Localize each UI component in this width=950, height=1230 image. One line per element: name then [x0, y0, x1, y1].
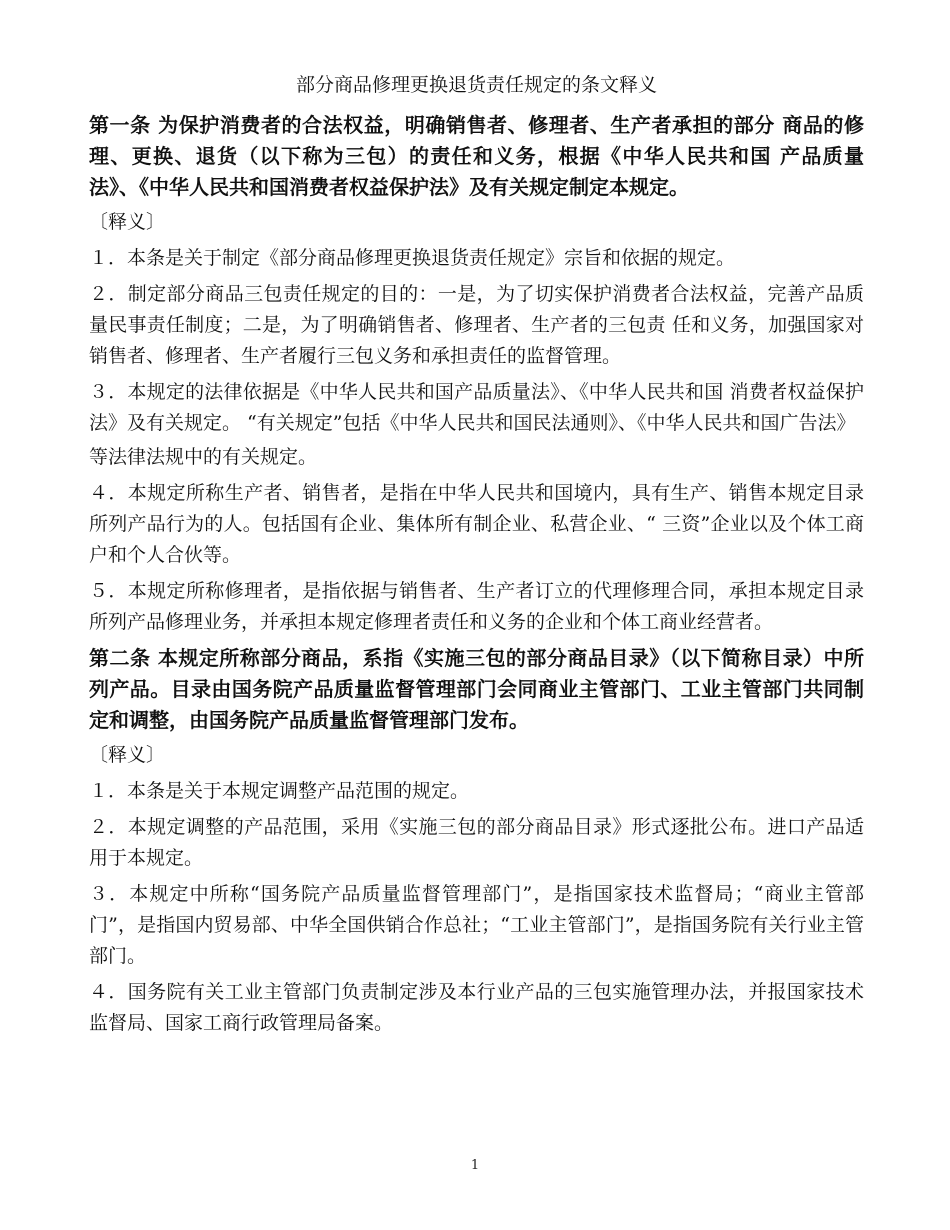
page-number: 1	[470, 1158, 480, 1173]
article-1-item-1: １．本条是关于制定《部分商品修理更换退货责任规定》宗旨和依据的规定。	[89, 247, 736, 269]
article-1-item-2: ２．制定部分商品三包责任规定的目的：一是，为了切实保护消费者合法权益，完善产品质量民事责任制度；二是，为了明确销售者、修理者、生产者的三包责 任和义务，加强国家对销售者、修理者、生产者履行三包义务和承担责任的监督管理。	[89, 283, 864, 367]
article-2-heading: 第二条 本规定所称部分商品，系指《实施三包的部分商品目录》（以下简称目录）中所列产品。目录由国务院产品质量监督管理部门会同商业主管部门、工业主管部门共同制定和调整，由国务院产品质量监督管理部门发布。	[89, 646, 864, 732]
article-1-heading: 第一条 为保护消费者的合法权益，明确销售者、修理者、生产者承担的部分 商品的修理、更换、退货（以下称为三包）的责任和义务，根据《中华人民共和国 产品质量法》、《中华人民共和国消费者权益保护法》及有关规定制定本规定。	[89, 113, 864, 199]
article-1-item-3-continuation: 等法律法规中的有关规定。	[89, 446, 318, 468]
article-1-item-4: ４．本规定所称生产者、销售者，是指在中华人民共和国境内，具有生产、销售本规定目录所列产品行为的人。包括国有企业、集体所有制企业、私营企业、“ 三资”企业以及个体工商户和个人合伙等。	[89, 482, 864, 566]
article-1-shiyi-label: 〔释义〕	[89, 211, 166, 233]
article-2-shiyi-label: 〔释义〕	[89, 744, 166, 766]
article-1-item-5: ５．本规定所称修理者，是指依据与销售者、生产者订立的代理修理合同，承担本规定目录所列产品修理业务，并承担本规定修理者责任和义务的企业和个体工商业经营者。	[89, 580, 864, 633]
article-2-item-3: ３．本规定中所称“国务院产品质量监督管理部门”，是指国家技术监督局；“商业主管部门”，是指国内贸易部、中华全国供销合作总社；“工业主管部门”，是指国务院有关行业主管部门。	[89, 883, 864, 967]
article-2-item-1: １．本条是关于本规定调整产品范围的规定。	[89, 780, 470, 802]
article-1-item-3: ３．本规定的法律依据是《中华人民共和国产品质量法》、《中华人民共和国 消费者权益保护法》及有关规定。 “有关规定”包括《中华人民共和国民法通则》、《中华人民共和国广告法》	[89, 381, 864, 434]
document-page	[89, 70, 864, 1044]
article-2-item-2: ２．本规定调整的产品范围，采用《实施三包的部分商品目录》形式逐批公布。进口产品适用于本规定。	[89, 816, 864, 869]
article-2-item-4: ４．国务院有关工业主管部门负责制定涉及本行业产品的三包实施管理办法，并报国家技术监督局、国家工商行政管理局备案。	[89, 981, 864, 1034]
document-title: 部分商品修理更换退货责任规定的条文释义	[295, 74, 657, 96]
